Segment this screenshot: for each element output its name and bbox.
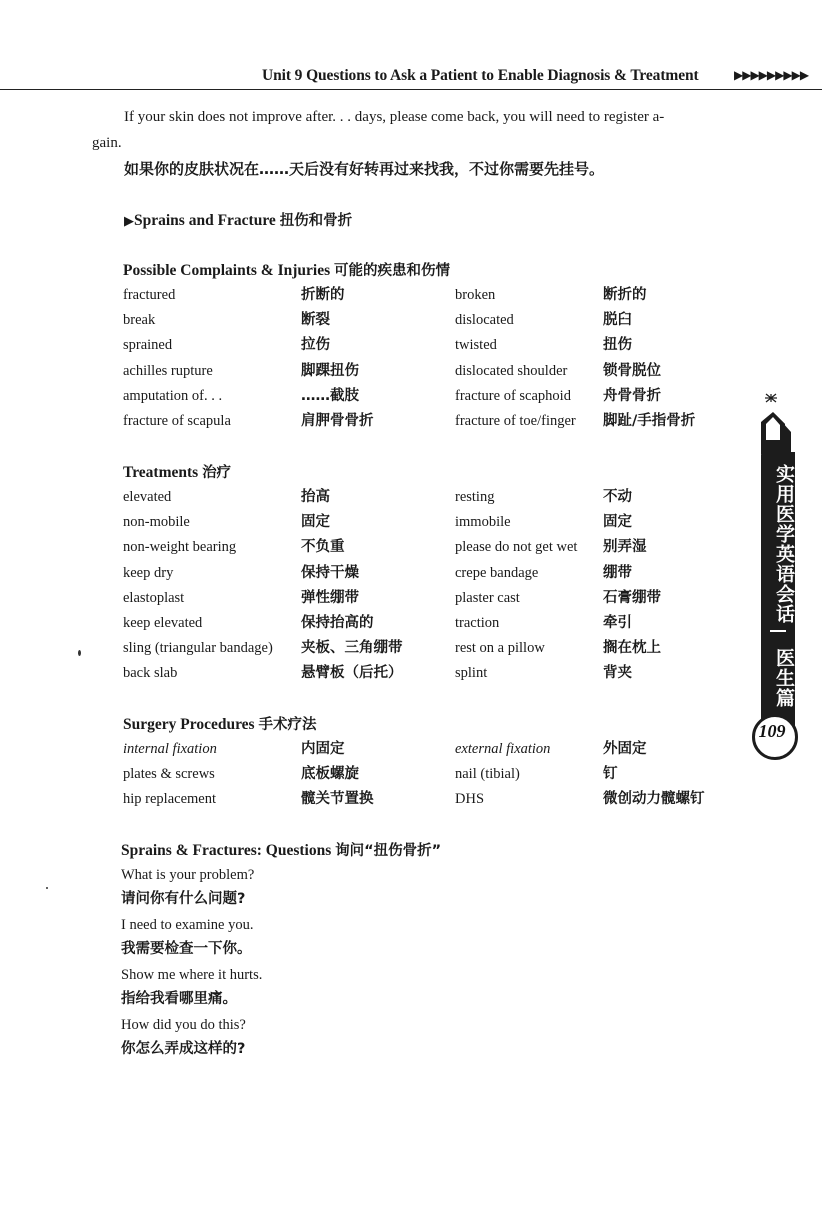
vocab-row [123, 512, 733, 537]
term-zh: 拉伤 [301, 337, 330, 354]
running-header [0, 66, 822, 90]
book-volume-title: 医生篇 [773, 648, 795, 708]
vocab-row [123, 739, 733, 764]
term-en: sprained [123, 337, 173, 354]
term-en: please do not get wet [455, 539, 578, 556]
intro-english-line-2: gain. [92, 135, 122, 151]
term-en: non-mobile [123, 514, 190, 531]
term-zh: 夹板、三角绷带 [301, 640, 403, 657]
section-heading [124, 209, 352, 230]
running-header-title: Unit 9 Questions to Ask a Patient to Enable Diagnosis & Treatment [262, 67, 699, 84]
surgery-title-zh: 手术疗法 [258, 717, 317, 733]
vocab-row [123, 361, 733, 386]
intro-chinese: 如果你的皮肤状况在……天后没有好转再过来找我，不过你需要先挂号。 [124, 160, 605, 178]
term-en: break [123, 312, 156, 329]
header-arrows-decoration: ▶▶▶▶▶▶▶▶▶ [734, 68, 809, 82]
term-en: rest on a pillow [455, 640, 545, 657]
book-icon [757, 392, 817, 458]
term-zh: 别弄湿 [603, 539, 647, 556]
vocab-row [123, 764, 733, 789]
complaints-title [123, 259, 450, 280]
intro-english-line-1: If your skin does not improve after. . . days, please come back, you will need to register a- [124, 109, 665, 125]
term-en: plaster cast [455, 589, 520, 606]
questions-title-en: Sprains & Fractures: Questions [121, 842, 336, 859]
question-en: How did you do this? [121, 1017, 246, 1033]
header-rule [0, 89, 822, 90]
term-en: resting [455, 489, 495, 505]
questions-block [121, 839, 621, 1064]
term-zh: 锁骨脱位 [603, 362, 661, 379]
page-number: 109 [758, 721, 786, 741]
vocab-row [123, 537, 733, 562]
vocab-row [123, 411, 733, 436]
term-zh: 石膏绷带 [603, 589, 661, 606]
vocab-row [123, 386, 733, 411]
triangle-marker-icon: ▶ [124, 214, 134, 229]
term-zh: 绷带 [603, 564, 632, 581]
term-en: traction [455, 614, 500, 631]
term-zh: 舟骨骨折 [603, 387, 661, 404]
term-zh: 保持抬高的 [301, 614, 374, 631]
treatments-table [123, 487, 733, 689]
term-en: fracture of toe/finger [455, 412, 576, 429]
term-zh: 折断的 [301, 287, 345, 303]
term-en: broken [455, 287, 496, 303]
complaints-table [123, 285, 733, 436]
questions-title-zh: 询问“扭伤骨折” [335, 843, 442, 859]
vocab-row [123, 638, 733, 663]
term-zh: 搁在枕上 [603, 640, 661, 657]
term-zh: 肩胛骨骨折 [301, 412, 374, 429]
term-en: dislocated shoulder [455, 362, 568, 379]
term-zh: 悬臂板（后托） [301, 665, 403, 682]
question-zh: 我需要检查一下你。 [121, 941, 252, 957]
treatments-title [123, 461, 231, 482]
term-zh: 保持干燥 [301, 564, 359, 581]
complaints-title-zh: 可能的疾患和伤情 [334, 263, 450, 279]
surgery-table [123, 739, 733, 815]
term-en: dislocated [455, 312, 514, 329]
term-en: plates & screws [123, 766, 215, 783]
question-en: I need to examine you. [121, 917, 254, 933]
term-en: immobile [455, 514, 511, 531]
term-zh: 内固定 [301, 741, 345, 757]
questions-title [121, 839, 621, 864]
section-title-en: Sprains and Fracture [134, 212, 280, 229]
term-zh: 脱臼 [603, 312, 632, 329]
term-en: sling (triangular bandage) [123, 640, 273, 657]
surgery-title-en: Surgery Procedures [123, 716, 259, 733]
term-en: DHS [455, 791, 485, 808]
term-en: amputation of. . . [123, 387, 223, 404]
book-series-title: 实用医学英语会话 [773, 464, 795, 624]
term-en: back slab [123, 665, 178, 682]
side-tab-divider [770, 630, 786, 632]
vocab-row [123, 789, 733, 814]
term-en: fracture of scaphoid [455, 387, 571, 404]
term-en: twisted [455, 337, 497, 354]
term-zh: 固定 [603, 514, 632, 531]
term-en: crepe bandage [455, 564, 539, 581]
term-en: splint [455, 665, 488, 682]
side-thumb-tab [757, 392, 822, 752]
term-en: achilles rupture [123, 362, 213, 379]
term-zh: 髋关节置换 [301, 791, 374, 808]
term-en: fractured [123, 287, 176, 303]
term-en: keep elevated [123, 614, 203, 631]
question-en: Show me where it hurts. [121, 967, 263, 983]
term-en: external fixation [455, 741, 551, 757]
complaints-title-en: Possible Complaints & Injuries [123, 262, 334, 279]
term-zh: 固定 [301, 514, 330, 531]
term-zh: 不负重 [301, 539, 345, 556]
vocab-row [123, 487, 733, 512]
treatments-title-zh: 治疗 [202, 465, 232, 481]
term-en: keep dry [123, 564, 174, 581]
vocab-row [123, 588, 733, 613]
side-tab-bar [761, 452, 795, 727]
question-zh: 请问你有什么问题? [121, 891, 246, 907]
question-zh: 指给我看哪里痛。 [121, 991, 237, 1007]
question-en: What is your problem? [121, 867, 255, 883]
treatments-title-en: Treatments [123, 464, 203, 481]
vocab-row [123, 663, 733, 688]
term-zh: 不动 [603, 489, 632, 505]
term-en: hip replacement [123, 791, 216, 808]
term-zh: 底板螺旋 [301, 766, 359, 783]
vocab-row [123, 563, 733, 588]
term-zh: 断折的 [603, 287, 647, 303]
vocab-row [123, 310, 733, 335]
term-zh: 微创动力髋螺钉 [603, 791, 705, 808]
term-zh: 外固定 [603, 741, 647, 757]
term-en: nail (tibial) [455, 766, 520, 783]
term-zh: 钉 [603, 766, 618, 783]
term-zh: 弹性绷带 [301, 589, 359, 606]
term-zh: 脚趾/手指骨折 [603, 412, 696, 429]
term-zh: ……截肢 [301, 387, 359, 404]
term-zh: 牵引 [603, 614, 632, 631]
term-en: elastoplast [123, 589, 185, 606]
term-en: elevated [123, 489, 172, 505]
scan-speck [78, 650, 81, 656]
question-zh: 你怎么弄成这样的? [121, 1041, 246, 1057]
term-zh: 扭伤 [603, 337, 632, 354]
term-zh: 抬高 [301, 489, 330, 505]
surgery-title [123, 713, 316, 734]
term-zh: 脚踝扭伤 [301, 362, 359, 379]
scan-speck [46, 887, 48, 889]
term-en: internal fixation [123, 741, 217, 757]
term-zh: 背夹 [603, 665, 632, 682]
vocab-row [123, 285, 733, 310]
vocab-row [123, 335, 733, 360]
section-title-zh: 扭伤和骨折 [279, 213, 353, 229]
vocab-row [123, 613, 733, 638]
term-zh: 断裂 [301, 312, 330, 329]
term-en: non-weight bearing [123, 539, 237, 556]
term-en: fracture of scapula [123, 412, 231, 429]
